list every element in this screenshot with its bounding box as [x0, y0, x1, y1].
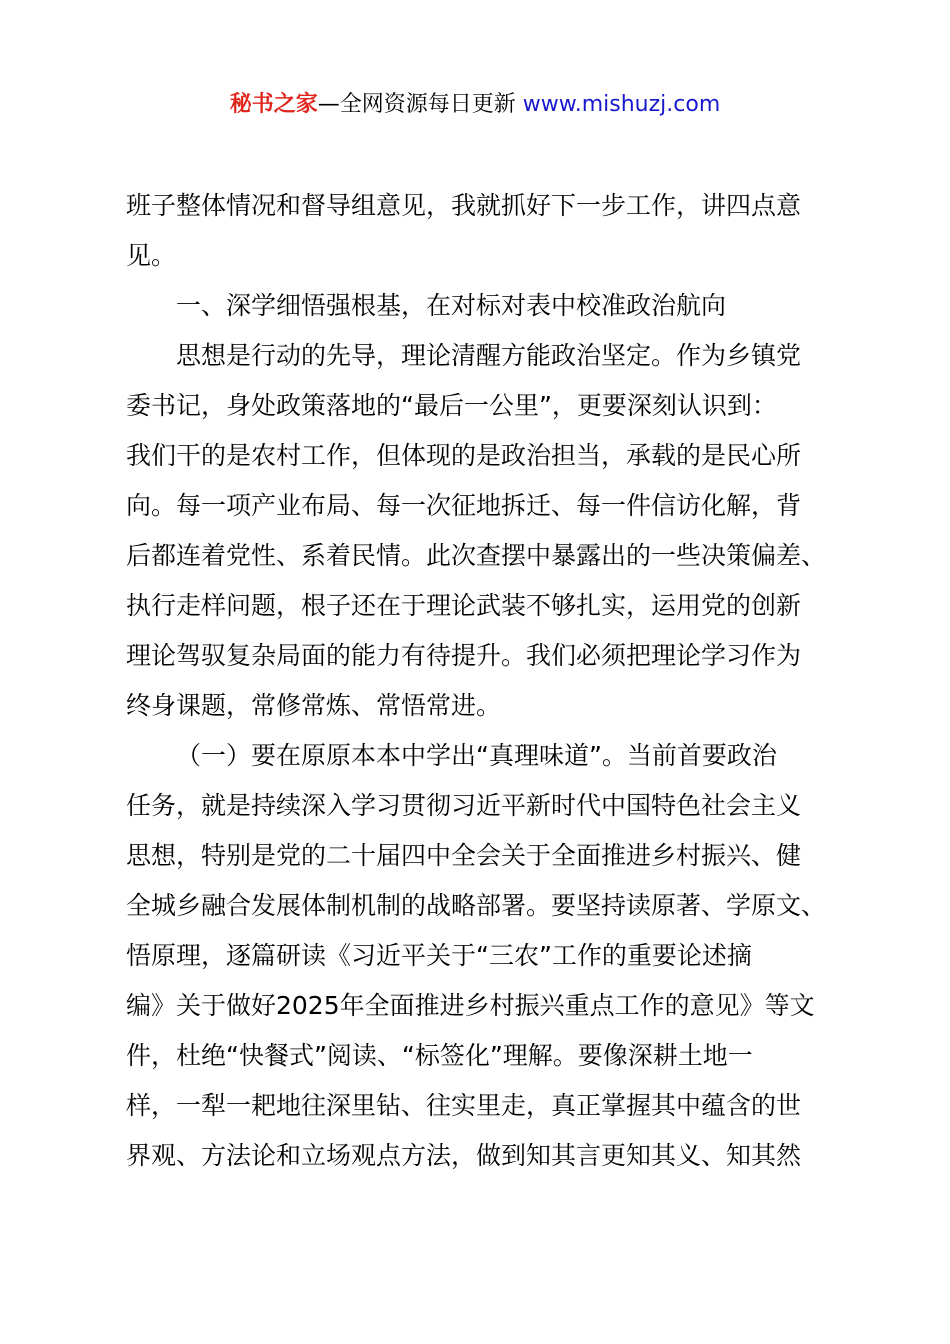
subsection-heading: （一）要在原原本本中学出“真理味道”。当前首要政治 [176, 741, 777, 770]
text-line: 委书记，身处政策落地的“最后一公里”，更要深刻认识到： [126, 391, 777, 420]
text-line: 我们干的是农村工作，但体现的是政治担当，承载的是民心所 [126, 441, 802, 470]
text-line: 后都连着党性、系着民情。此次查摆中暴露出的一些决策偏差、 [126, 541, 827, 570]
site-tagline: —全网资源每日更新 [317, 92, 523, 117]
text-line: 理论驾驭复杂局面的能力有待提升。我们必须把理论学习作为 [126, 641, 802, 670]
section-heading: 一、深学细悟强根基，在对标对表中校准政治航向 [176, 291, 727, 320]
site-url-link[interactable]: www.mishuzj.com [522, 92, 721, 117]
text-line: 终身课题，常修常炼、常悟常进。 [126, 691, 502, 720]
site-brand: 秘书之家 [229, 92, 318, 117]
document-body [126, 181, 836, 1181]
text-line: 见。 [126, 241, 177, 270]
text-line: 执行走样问题，根子还在于理论武装不够扎实，运用党的创新 [126, 591, 802, 620]
text-line: 件，杜绝“快餐式”阅读、“标签化”理解。要像深耕土地一 [126, 1041, 753, 1070]
text-line: 样，一犁一耙地往深里钻、往实里走，真正掌握其中蕴含的世 [126, 1091, 802, 1120]
text-line: 班子整体情况和督导组意见，我就抓好下一步工作，讲四点意 [126, 191, 802, 220]
text-line: 界观、方法论和立场观点方法，做到知其言更知其义、知其然 [126, 1141, 802, 1170]
text-line: 编》关于做好2025年全面推进乡村振兴重点工作的意见》等文 [126, 991, 815, 1020]
site-header [0, 88, 950, 122]
text-line: 全城乡融合发展体制机制的战略部署。要坚持读原著、学原文、 [126, 891, 827, 920]
text-line: 向。每一项产业布局、每一次征地拆迁、每一件信访化解，背 [126, 491, 802, 520]
text-line: 悟原理，逐篇研读《习近平关于“三农”工作的重要论述摘 [126, 941, 752, 970]
text-line: 思想是行动的先导，理论清醒方能政治坚定。作为乡镇党 [176, 341, 802, 370]
text-line: 任务，就是持续深入学习贯彻习近平新时代中国特色社会主义 [126, 791, 802, 820]
text-line: 思想，特别是党的二十届四中全会关于全面推进乡村振兴、健 [126, 841, 802, 870]
